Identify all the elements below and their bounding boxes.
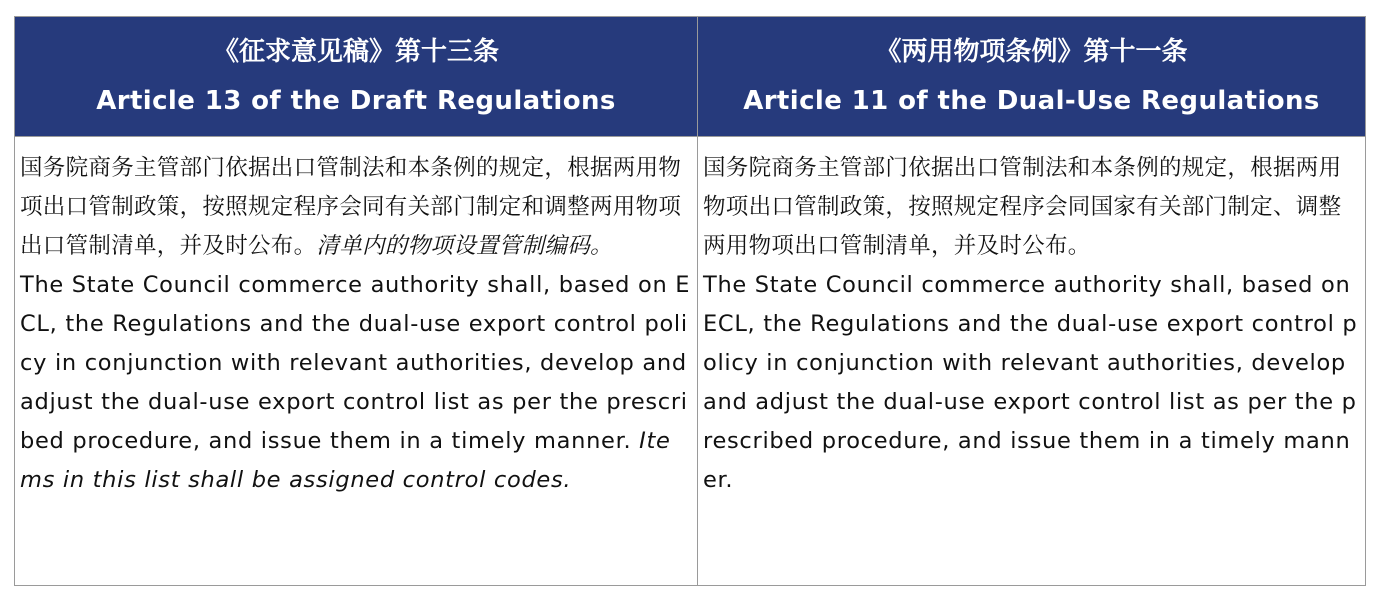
header-title-en: Article 11 of the Dual-Use Regulations xyxy=(743,85,1320,116)
article-text-zh: 国务院商务主管部门依据出口管制法和本条例的规定，根据两用物项出口管制政策，按照规定程序会同国家有关部门制定、调整两用物项出口管制清单，并及时公布。 xyxy=(703,155,1342,259)
comparison-table xyxy=(14,16,1366,586)
header-title-zh: 《两用物项条例》第十一条 xyxy=(875,36,1188,67)
article-text-en xyxy=(20,266,693,500)
body-cell-draft-article-13 xyxy=(15,136,698,585)
article-text-en-main: The State Council commerce authority shall, based on ECL, the Regulations and the dual-use export control policy in conjunction with relevant authorities, develop and adjust the dual-use export control list as per the prescribed procedure, and issue them in a timely manner. xyxy=(20,272,691,454)
article-text-zh-main: 国务院商务主管部门依据出口管制法和本条例的规定，根据两用物项出口管制政策，按照规定程序会同有关部门制定和调整两用物项出口管制清单，并及时公布。 xyxy=(20,155,682,259)
header-title-en: Article 13 of the Draft Regulations xyxy=(96,85,616,116)
header-cell-dual-use-regulations xyxy=(698,17,1365,136)
article-text-en-italic: Items in this list shall be assigned control codes. xyxy=(20,428,671,493)
article-text-en: The State Council commerce authority shall, based on ECL, the Regulations and the dual-use export control policy in conjunction with relevant authorities, develop and adjust the dual-use export control list as per the prescribed procedure, and issue them in a timely manner. xyxy=(703,272,1358,493)
article-text-zh xyxy=(20,149,693,266)
article-text-zh-italic: 清单内的物项设置管制编码。 xyxy=(316,233,613,259)
header-cell-draft-regulations xyxy=(15,17,698,136)
body-cell-dual-use-article-11 xyxy=(698,136,1365,585)
header-title-zh: 《征求意见稿》第十三条 xyxy=(212,36,499,67)
